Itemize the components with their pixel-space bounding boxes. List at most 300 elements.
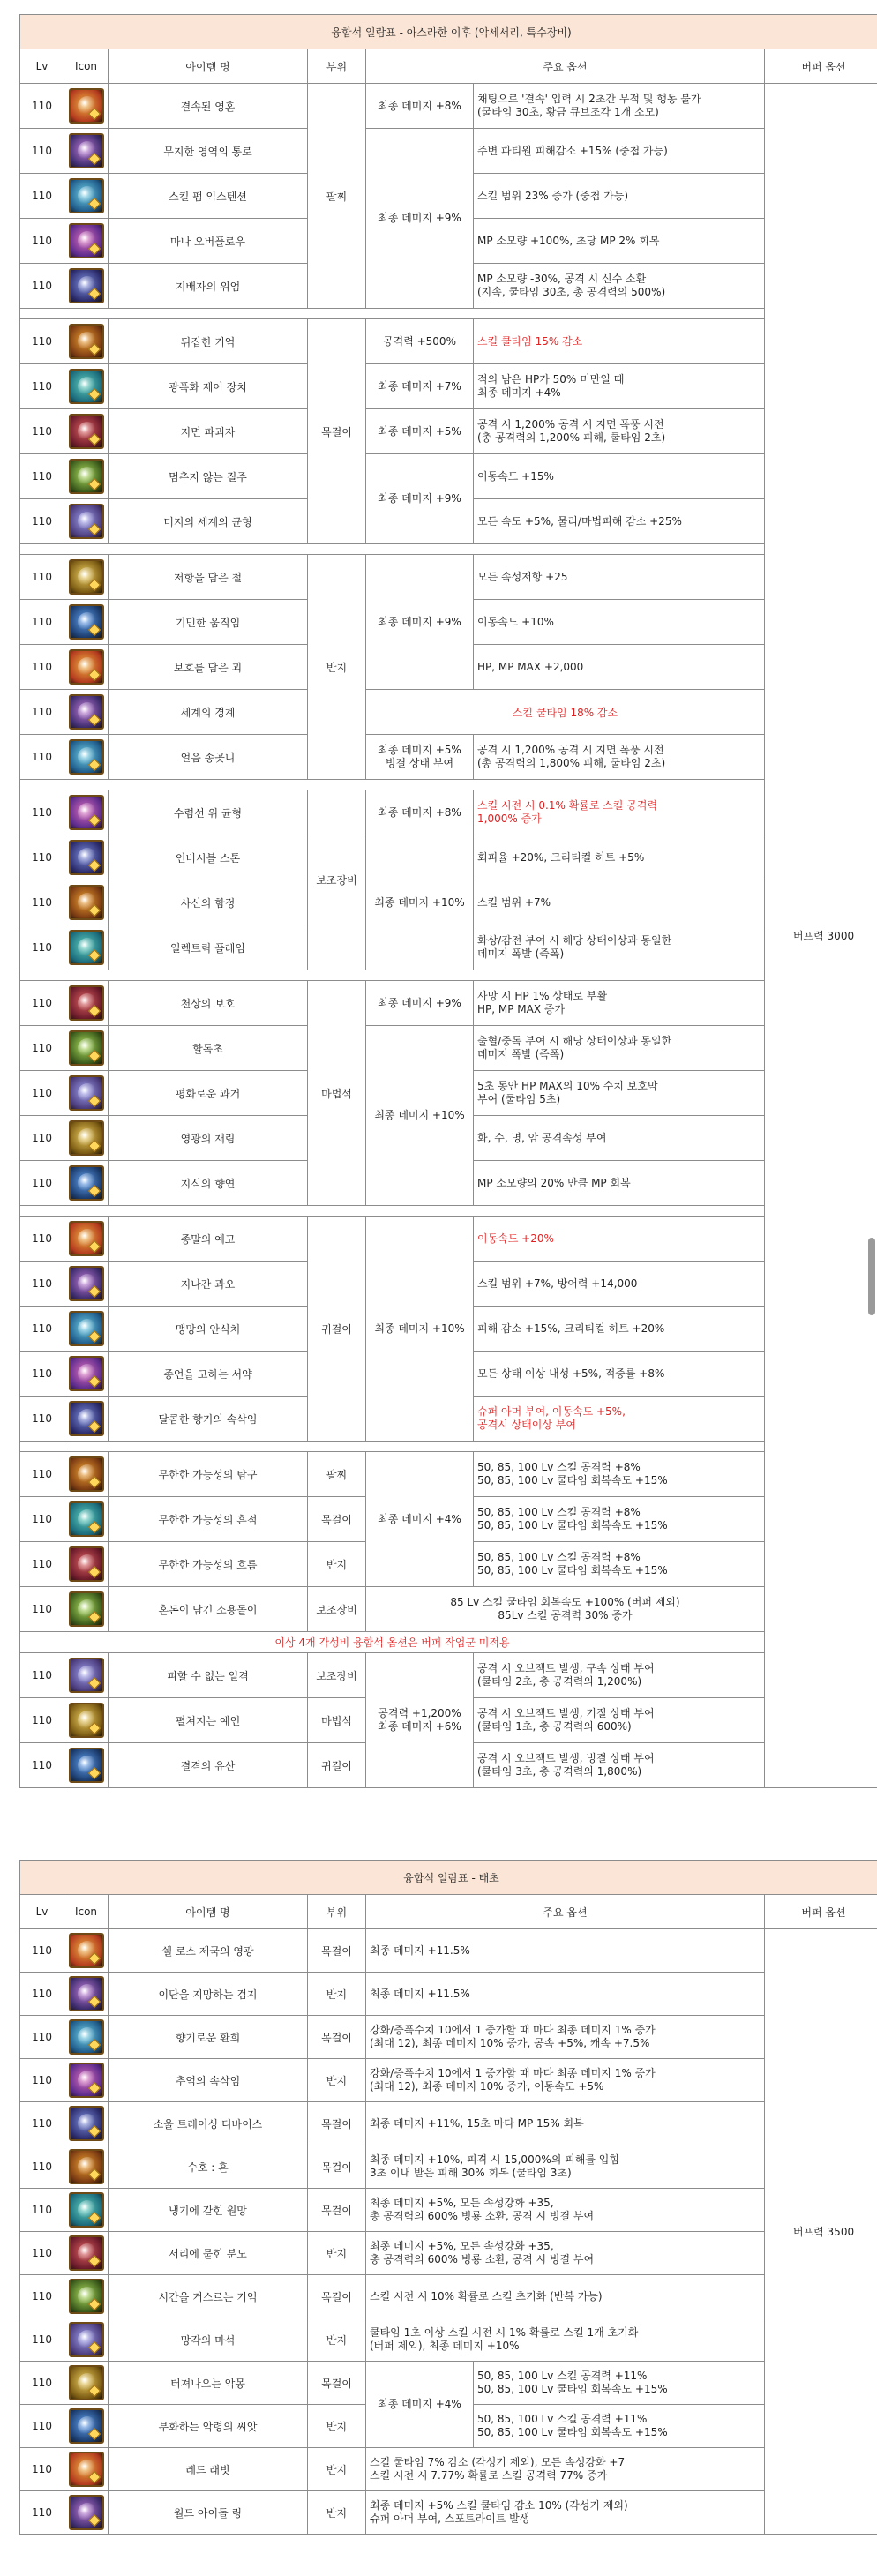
무한한 가능성의 흐름-icon — [69, 1546, 104, 1582]
쉘 로스 제국의 영광-icon — [69, 1933, 104, 1968]
table-row — [20, 1973, 877, 2016]
option-cell — [474, 1071, 765, 1116]
option-cell — [474, 1653, 765, 1698]
option-line: 총 공격력의 600% 빙룡 소환, 공격 시 빙결 부여 — [370, 2210, 595, 2222]
icon-cell — [64, 1217, 109, 1262]
일렉트릭 플레임-icon — [69, 930, 104, 965]
평화로운 과거-icon — [69, 1075, 104, 1111]
part-cell: 반지 — [308, 555, 366, 780]
option-cell — [474, 555, 765, 600]
table-row — [20, 2491, 877, 2535]
icon-cell — [64, 1929, 109, 1973]
lv-cell: 110 — [20, 2362, 64, 2405]
icon-cell — [64, 2491, 109, 2535]
col-icon: Icon — [64, 49, 109, 84]
part-cell: 마법석 — [308, 1698, 366, 1743]
option-line: 총 공격력의 600% 빙룡 소환, 공격 시 빙결 부여 — [370, 2253, 595, 2265]
icon-cell — [64, 1542, 109, 1587]
option-line: 채팅으로 '결속' 입력 시 2초간 무적 및 행동 불가 — [477, 93, 701, 105]
option-cell — [474, 319, 765, 364]
item-name: 혼돈이 담긴 소용돌이 — [109, 1587, 308, 1632]
item-name: 지식의 향연 — [109, 1161, 308, 1206]
item-name: 보호를 담은 괴 — [109, 645, 308, 690]
part-cell: 반지 — [308, 2448, 366, 2491]
stat-cell — [366, 735, 474, 780]
icon-cell — [64, 219, 109, 264]
option-line: 공격 시 1,200% 공격 시 지면 폭풍 시전 — [477, 418, 664, 431]
option-line: (총 공격력의 1,800% 피해, 쿨타임 2초) — [477, 757, 666, 769]
lv-cell: 110 — [20, 790, 64, 835]
table-row — [20, 2362, 877, 2405]
stat-text: 최종 데미지 +9% — [378, 996, 461, 1009]
lv-cell: 110 — [20, 2275, 64, 2318]
stat-text: 최종 데미지 +9% — [378, 212, 461, 224]
option-line: 적의 남은 HP가 50% 미만일 때 — [477, 373, 625, 386]
option-line: 50, 85, 100 Lv 스킬 공격력 +11% — [477, 2370, 648, 2382]
group-spacer — [20, 309, 765, 319]
option-cell — [474, 735, 765, 780]
table-row — [20, 735, 877, 780]
icon-cell — [64, 1743, 109, 1788]
icon-cell — [64, 2448, 109, 2491]
icon-cell — [64, 735, 109, 780]
option-cell — [474, 2405, 765, 2448]
lv-cell: 110 — [20, 2448, 64, 2491]
lv-cell: 110 — [20, 555, 64, 600]
lv-cell: 110 — [20, 600, 64, 645]
icon-cell — [64, 454, 109, 499]
option-line: 스킬 쿨타임 15% 감소 — [477, 334, 583, 348]
option-line: 공격 시 오브젝트 발생, 빙결 상태 부여 — [477, 1752, 655, 1764]
icon-cell — [64, 2016, 109, 2059]
table-row — [20, 2059, 877, 2102]
lv-cell: 110 — [20, 2405, 64, 2448]
부화하는 악령의 씨앗-icon — [69, 2408, 104, 2444]
option-cell — [474, 84, 765, 129]
option-cell — [366, 2189, 765, 2232]
지면 파괴자-icon — [69, 414, 104, 449]
option-line: 이동속도 +15% — [477, 469, 554, 483]
item-name: 세계의 경계 — [109, 690, 308, 735]
option-line: 85Lv 스킬 공격력 30% 증가 — [498, 1609, 633, 1621]
table-row — [20, 1217, 877, 1262]
option-line: MP 소모량의 20% 만큼 MP 회복 — [477, 1176, 631, 1189]
lv-cell: 110 — [20, 1587, 64, 1632]
icon-cell — [64, 264, 109, 309]
stat-cell — [366, 1217, 474, 1442]
icon-cell — [64, 835, 109, 880]
option-line: 스킬 시전 시 0.1% 확률로 스킬 공격력 — [477, 799, 658, 812]
fusion-table-origin — [19, 1860, 877, 2535]
item-name: 월드 아이돌 링 — [109, 2491, 308, 2535]
item-name: 저항을 담은 철 — [109, 555, 308, 600]
option-line: 스킬 쿨타임 7% 감소 (각성기 제외), 모든 속성강화 +7 — [370, 2456, 626, 2468]
option-cell — [474, 1307, 765, 1352]
option-line: 쿨타임 1초 이상 스킬 시전 시 1% 확률로 스킬 1개 초기화 — [370, 2326, 639, 2339]
table-row — [20, 2189, 877, 2232]
table-row — [20, 1587, 877, 1632]
lv-cell: 110 — [20, 2145, 64, 2189]
icon-cell — [64, 1452, 109, 1497]
lv-cell: 110 — [20, 2189, 64, 2232]
lv-cell: 110 — [20, 1397, 64, 1442]
icon-cell — [64, 1973, 109, 2016]
option-cell — [474, 1698, 765, 1743]
option-cell — [474, 1217, 765, 1262]
col-name: 아이템 명 — [109, 1895, 308, 1929]
item-name: 지나간 과오 — [109, 1262, 308, 1307]
table-row — [20, 2232, 877, 2275]
item-name: 평화로운 과거 — [109, 1071, 308, 1116]
얼음 송곳니-icon — [69, 739, 104, 775]
icon-cell — [64, 1497, 109, 1542]
option-cell — [366, 1929, 765, 1973]
lv-cell: 110 — [20, 2016, 64, 2059]
item-name: 할독초 — [109, 1026, 308, 1071]
lv-cell: 110 — [20, 454, 64, 499]
option-line: 모든 속성저항 +25 — [477, 570, 568, 583]
option-cell — [366, 2016, 765, 2059]
icon-cell — [64, 1352, 109, 1397]
item-name: 추억의 속삭임 — [109, 2059, 308, 2102]
option-cell — [366, 2491, 765, 2535]
lv-cell: 110 — [20, 735, 64, 780]
stat-cell — [366, 835, 474, 970]
item-name: 냉기에 갇힌 원망 — [109, 2189, 308, 2232]
stat-line: 빙결 상태 부여 — [385, 757, 454, 769]
option-line: 데미지 폭발 (즉폭) — [477, 947, 565, 960]
option-cell — [366, 2059, 765, 2102]
option-cell — [366, 1973, 765, 2016]
item-name: 향기로운 환희 — [109, 2016, 308, 2059]
item-name: 서리에 묻힌 분노 — [109, 2232, 308, 2275]
icon-cell — [64, 2059, 109, 2102]
option-cell — [366, 2102, 765, 2145]
option-cell — [474, 790, 765, 835]
icon-cell — [64, 2275, 109, 2318]
icon-cell — [64, 555, 109, 600]
icon-cell — [64, 409, 109, 454]
table-row — [20, 555, 877, 600]
option-line: 50, 85, 100 Lv 쿨타임 회복속도 +15% — [477, 1474, 668, 1486]
option-cell — [474, 264, 765, 309]
table-row — [20, 2275, 877, 2318]
option-cell — [366, 2318, 765, 2362]
table-row — [20, 1653, 877, 1698]
item-name: 뒤집힌 기억 — [109, 319, 308, 364]
option-line: 3초 이내 받은 피해 30% 회복 (쿨타임 3초) — [370, 2167, 572, 2179]
종말의 예고-icon — [69, 1221, 104, 1256]
option-line: 50, 85, 100 Lv 쿨타임 회복속도 +15% — [477, 2426, 668, 2438]
item-name: 수호 : 혼 — [109, 2145, 308, 2189]
option-line: 공격 시 오브젝트 발생, 기절 상태 부여 — [477, 1707, 655, 1719]
icon-cell — [64, 645, 109, 690]
icon-cell — [64, 129, 109, 174]
option-line: 최종 데미지 +5%, 모든 속성강화 +35, — [370, 2197, 554, 2209]
item-name: 소울 트레이싱 디바이스 — [109, 2102, 308, 2145]
item-name: 지면 파괴자 — [109, 409, 308, 454]
stat-text: 최종 데미지 +10% — [374, 895, 465, 909]
item-name: 쉘 로스 제국의 영광 — [109, 1929, 308, 1973]
col-icon: Icon — [64, 1895, 109, 1929]
table-row — [20, 1929, 877, 1973]
item-name: 수렴선 위 균형 — [109, 790, 308, 835]
무한한 가능성의 흔적-icon — [69, 1501, 104, 1537]
icon-cell — [64, 1116, 109, 1161]
item-name: 무한한 가능성의 흔적 — [109, 1497, 308, 1542]
피할 수 없는 일격-icon — [69, 1658, 104, 1693]
멈추지 않는 질주-icon — [69, 459, 104, 494]
stat-text: 최종 데미지 +4% — [378, 2398, 461, 2410]
option-cell — [366, 690, 765, 735]
item-name: 사신의 함정 — [109, 880, 308, 925]
table-row — [20, 2448, 877, 2491]
레드 래빗-icon — [69, 2452, 104, 2487]
미지의 세계의 균형-icon — [69, 504, 104, 539]
option-cell — [474, 1161, 765, 1206]
stat-line: 최종 데미지 +6% — [378, 1720, 461, 1733]
col-buff: 버퍼 옵션 — [765, 49, 877, 84]
option-cell — [474, 174, 765, 219]
혼돈이 담긴 소용돌이-icon — [69, 1591, 104, 1627]
추억의 속삭임-icon — [69, 2063, 104, 2098]
option-cell — [366, 2275, 765, 2318]
table-row — [20, 2318, 877, 2362]
table-row — [20, 2102, 877, 2145]
item-name: 달콤한 향기의 속삭임 — [109, 1397, 308, 1442]
lv-cell: 110 — [20, 219, 64, 264]
part-cell: 팔찌 — [308, 1452, 366, 1497]
part-cell: 보조장비 — [308, 1653, 366, 1698]
stat-cell — [366, 1653, 474, 1788]
stat-text: 최종 데미지 +10% — [374, 1109, 465, 1121]
option-line: 이동속도 +20% — [477, 1232, 554, 1245]
option-line: 50, 85, 100 Lv 쿨타임 회복속도 +15% — [477, 1519, 668, 1531]
lv-cell: 110 — [20, 2232, 64, 2275]
lv-cell: 110 — [20, 2059, 64, 2102]
향기로운 환희-icon — [69, 2019, 104, 2055]
stat-cell — [366, 2362, 474, 2448]
지식의 향연-icon — [69, 1165, 104, 1201]
icon-cell — [64, 1698, 109, 1743]
item-name: 종말의 예고 — [109, 1217, 308, 1262]
part-cell: 반지 — [308, 2405, 366, 2448]
item-name: 펼쳐지는 예언 — [109, 1698, 308, 1743]
option-cell — [474, 981, 765, 1026]
option-line: HP, MP MAX 증가 — [477, 1003, 566, 1015]
option-line: (총 공격력의 1,200% 피해, 쿨타임 2초) — [477, 431, 666, 444]
table-row — [20, 790, 877, 835]
col-buff: 버퍼 옵션 — [765, 1895, 877, 1929]
lv-cell: 110 — [20, 1698, 64, 1743]
종언을 고하는 서약-icon — [69, 1356, 104, 1391]
stat-cell — [366, 790, 474, 835]
table-row — [20, 319, 877, 364]
item-name: 종언을 고하는 서약 — [109, 1352, 308, 1397]
소울 트레이싱 디바이스-icon — [69, 2106, 104, 2141]
option-line: 최종 데미지 +10%, 피격 시 15,000%의 피해를 입힘 — [370, 2153, 619, 2166]
table-row — [20, 835, 877, 880]
part-cell: 반지 — [308, 1542, 366, 1587]
수호 : 혼-icon — [69, 2149, 104, 2184]
icon-cell — [64, 174, 109, 219]
icon-cell — [64, 1161, 109, 1206]
icon-cell — [64, 2189, 109, 2232]
option-cell — [474, 129, 765, 174]
option-line: HP, MP MAX +2,000 — [477, 660, 584, 673]
group-spacer — [20, 1206, 765, 1217]
icon-cell — [64, 1653, 109, 1698]
lv-cell: 110 — [20, 1217, 64, 1262]
option-line: 최종 데미지 +11.5% — [370, 1987, 470, 2000]
col-option: 주요 옵션 — [366, 49, 765, 84]
option-cell — [474, 835, 765, 880]
icon-cell — [64, 1262, 109, 1307]
stat-cell — [366, 981, 474, 1026]
item-name: 부화하는 악령의 씨앗 — [109, 2405, 308, 2448]
item-name: 시간을 거스르는 기억 — [109, 2275, 308, 2318]
part-cell: 목걸이 — [308, 2145, 366, 2189]
망각의 마석-icon — [69, 2322, 104, 2357]
option-cell — [474, 1743, 765, 1788]
option-line: 최종 데미지 +5% 스킬 쿨타임 감소 10% (각성기 제외) — [370, 2499, 628, 2512]
stat-text: 최종 데미지 +8% — [378, 99, 461, 112]
part-cell: 목걸이 — [308, 2362, 366, 2405]
item-name: 결속된 영혼 — [109, 84, 308, 129]
part-cell: 보조장비 — [308, 790, 366, 970]
stat-text: 최종 데미지 +10% — [374, 1322, 465, 1335]
item-name: 레드 래빗 — [109, 2448, 308, 2491]
lv-cell: 110 — [20, 1352, 64, 1397]
scrollbar-thumb[interactable] — [868, 1238, 875, 1315]
part-cell: 반지 — [308, 2318, 366, 2362]
lv-cell: 110 — [20, 264, 64, 309]
group-spacer — [20, 970, 765, 981]
option-line: 스킬 쿨타임 18% 감소 — [512, 706, 618, 719]
펼쳐지는 예언-icon — [69, 1703, 104, 1738]
col-option: 주요 옵션 — [366, 1895, 765, 1929]
option-line: 공격시 상태이상 부여 — [477, 1419, 576, 1431]
option-cell — [474, 600, 765, 645]
part-cell: 목걸이 — [308, 2275, 366, 2318]
지배자의 위엄-icon — [69, 268, 104, 303]
buff-cell: 버프력 3500 — [765, 1929, 877, 2535]
option-cell — [474, 454, 765, 499]
option-line: 50, 85, 100 Lv 쿨타임 회복속도 +15% — [477, 2383, 668, 2395]
lv-cell: 110 — [20, 1452, 64, 1497]
무한한 가능성의 탐구-icon — [69, 1456, 104, 1492]
lv-cell: 110 — [20, 835, 64, 880]
part-cell: 목걸이 — [308, 319, 366, 544]
서리에 묻힌 분노-icon — [69, 2235, 104, 2271]
item-name: 영광의 재림 — [109, 1116, 308, 1161]
buff-cell: 버프력 3000 — [765, 84, 877, 1788]
part-cell: 반지 — [308, 2232, 366, 2275]
table-row — [20, 364, 877, 409]
lv-cell: 110 — [20, 1307, 64, 1352]
인비시블 스톤-icon — [69, 840, 104, 875]
icon-cell — [64, 2362, 109, 2405]
option-cell — [366, 2145, 765, 2189]
col-name: 아이템 명 — [109, 49, 308, 84]
냉기에 갇힌 원망-icon — [69, 2192, 104, 2228]
table-row — [20, 84, 877, 129]
col-lv: Lv — [20, 49, 64, 84]
icon-cell — [64, 84, 109, 129]
icon-cell — [64, 925, 109, 970]
icon-cell — [64, 690, 109, 735]
lv-cell: 110 — [20, 645, 64, 690]
stat-cell — [366, 84, 474, 129]
option-line: 슈퍼 아머 부여, 이동속도 +5%, — [477, 1405, 626, 1418]
option-line: 주변 파티원 피해감소 +15% (중첩 가능) — [477, 144, 668, 157]
lv-cell: 110 — [20, 1026, 64, 1071]
스킬 펌 익스텐션-icon — [69, 178, 104, 213]
icon-cell — [64, 1397, 109, 1442]
item-name: 터져나오는 악몽 — [109, 2362, 308, 2405]
option-line: 5초 동안 HP MAX의 10% 수치 보호막 — [477, 1080, 658, 1092]
lv-cell: 110 — [20, 1743, 64, 1788]
icon-cell — [64, 880, 109, 925]
option-line: 스킬 범위 +7% — [477, 895, 551, 909]
table-row — [20, 981, 877, 1026]
part-cell: 반지 — [308, 2491, 366, 2535]
icon-cell — [64, 499, 109, 544]
item-name: 무한한 가능성의 흐름 — [109, 1542, 308, 1587]
icon-cell — [64, 2318, 109, 2362]
icon-cell — [64, 1026, 109, 1071]
세계의 경계-icon — [69, 694, 104, 730]
영광의 재림-icon — [69, 1120, 104, 1156]
option-line: MP 소모량 -30%, 공격 시 신수 소환 — [477, 273, 647, 285]
이단을 지망하는 검지-icon — [69, 1976, 104, 2011]
item-name: 이단을 지망하는 검지 — [109, 1973, 308, 2016]
icon-cell — [64, 790, 109, 835]
item-name: 결격의 유산 — [109, 1743, 308, 1788]
part-cell: 보조장비 — [308, 1587, 366, 1632]
lv-cell: 110 — [20, 1973, 64, 2016]
lv-cell: 110 — [20, 1071, 64, 1116]
table-row — [20, 409, 877, 454]
group-spacer — [20, 1442, 765, 1452]
option-line: 50, 85, 100 Lv 쿨타임 회복속도 +15% — [477, 1564, 668, 1576]
option-line: 화, 수, 명, 암 공격속성 부여 — [477, 1131, 607, 1144]
stat-text: 최종 데미지 +7% — [378, 379, 461, 393]
item-name: 일렉트릭 플레임 — [109, 925, 308, 970]
icon-cell — [64, 364, 109, 409]
group-spacer — [20, 780, 765, 790]
lv-cell: 110 — [20, 174, 64, 219]
저항을 담은 철-icon — [69, 559, 104, 595]
option-line: 출혈/중독 부여 시 해당 상태이상과 동일한 — [477, 1035, 672, 1047]
buffer-note: 이상 4개 각성비 융합석 옵션은 버퍼 작업군 미적용 — [20, 1632, 765, 1653]
lv-cell: 110 — [20, 1262, 64, 1307]
part-cell: 팔찌 — [308, 84, 366, 309]
지나간 과오-icon — [69, 1266, 104, 1301]
item-name: 맹망의 안식처 — [109, 1307, 308, 1352]
col-part: 부위 — [308, 49, 366, 84]
option-cell — [474, 880, 765, 925]
table-row — [20, 1452, 877, 1497]
달콤한 향기의 속삭임-icon — [69, 1401, 104, 1436]
수렴선 위 균형-icon — [69, 795, 104, 830]
결격의 유산-icon — [69, 1748, 104, 1783]
option-line: 모든 상태 이상 내성 +5%, 적중률 +8% — [477, 1367, 665, 1380]
table-row — [20, 690, 877, 735]
part-cell: 귀걸이 — [308, 1743, 366, 1788]
할독초-icon — [69, 1030, 104, 1066]
group-spacer — [20, 544, 765, 555]
